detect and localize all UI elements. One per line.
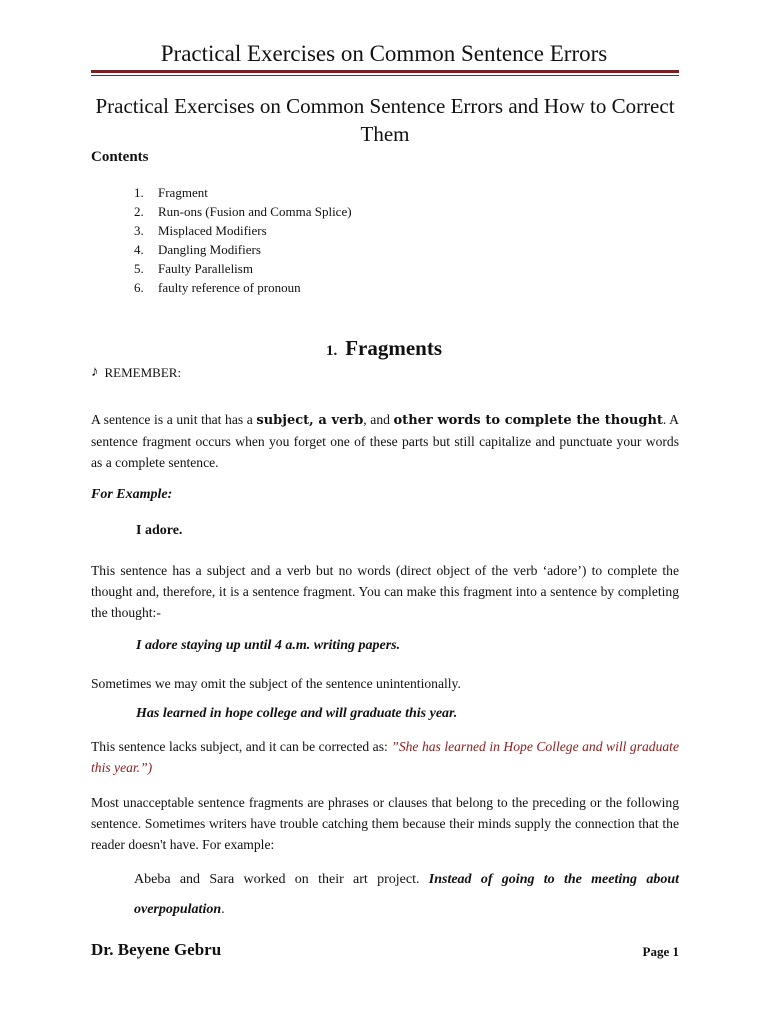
header-rule — [91, 70, 679, 76]
example-label: For Example: — [91, 487, 173, 502]
toc-item[interactable]: 2. Run-ons (Fusion and Comma Splice) — [134, 204, 352, 219]
toc-item[interactable]: 5. Faulty Parallelism — [134, 261, 253, 276]
section-heading — [0, 336, 768, 361]
paragraph-omit-subject: Sometimes we may omit the subject of the sentence unintentionally. — [91, 676, 461, 691]
example-corrected-1: I adore staying up until 4 a.m. writing papers. — [136, 638, 401, 653]
contents-heading: Contents — [91, 149, 149, 165]
toc-item[interactable]: 6. faulty reference of pronoun — [134, 280, 301, 295]
music-note-icon: ♪ — [91, 364, 99, 380]
table-of-contents — [134, 183, 352, 297]
example-fragment-2: Has learned in hope college and will graduate this year. — [136, 706, 458, 721]
remember-label: REMEMBER: — [104, 364, 182, 380]
remember-note — [91, 364, 181, 381]
page-number: Page 1 — [642, 944, 679, 959]
paragraph-phrases-clauses: Most unacceptable sentence fragments are phrases or clauses that belong to the preceding or the following sentence. Sometimes writers have trouble catching them because their minds supply the connection that the reader doesn't have. For example: — [91, 795, 679, 852]
toc-item[interactable]: 1. Fragment — [134, 185, 208, 200]
paragraph-explanation: This sentence has a subject and a verb but no words (direct object of the verb ‘adore’) to complete the thought and, therefore, it is a sentence fragment. You can make this fragment into a sentence by completing the thought:- — [91, 563, 679, 620]
toc-item[interactable]: 3. Misplaced Modifiers — [134, 223, 267, 238]
example-fragment-1: I adore. — [136, 523, 183, 538]
example-fragment-3: Abeba and Sara worked on their art project. Instead of going to the meeting about overpopulation. — [134, 872, 679, 917]
document-title: Practical Exercises on Common Sentence Errors and How to Correct Them — [95, 94, 675, 146]
paragraph-definition: A sentence is a unit that has a subject, a verb, and other words to complete the thought. A sentence fragment occurs when you forget one of these parts but still capitalize and punctuate your words as a complete sentence. — [91, 412, 679, 470]
running-header: Practical Exercises on Common Sentence Errors — [160, 41, 608, 66]
footer-author: Dr. Beyene Gebru — [91, 940, 222, 959]
paragraph-correction: This sentence lacks subject, and it can be corrected as: ”She has learned in Hope College and will graduate this year.”) — [91, 739, 679, 775]
toc-item[interactable]: 4. Dangling Modifiers — [134, 242, 261, 257]
section-number: 1. — [325, 343, 338, 359]
section-title: Fragments — [345, 336, 443, 360]
